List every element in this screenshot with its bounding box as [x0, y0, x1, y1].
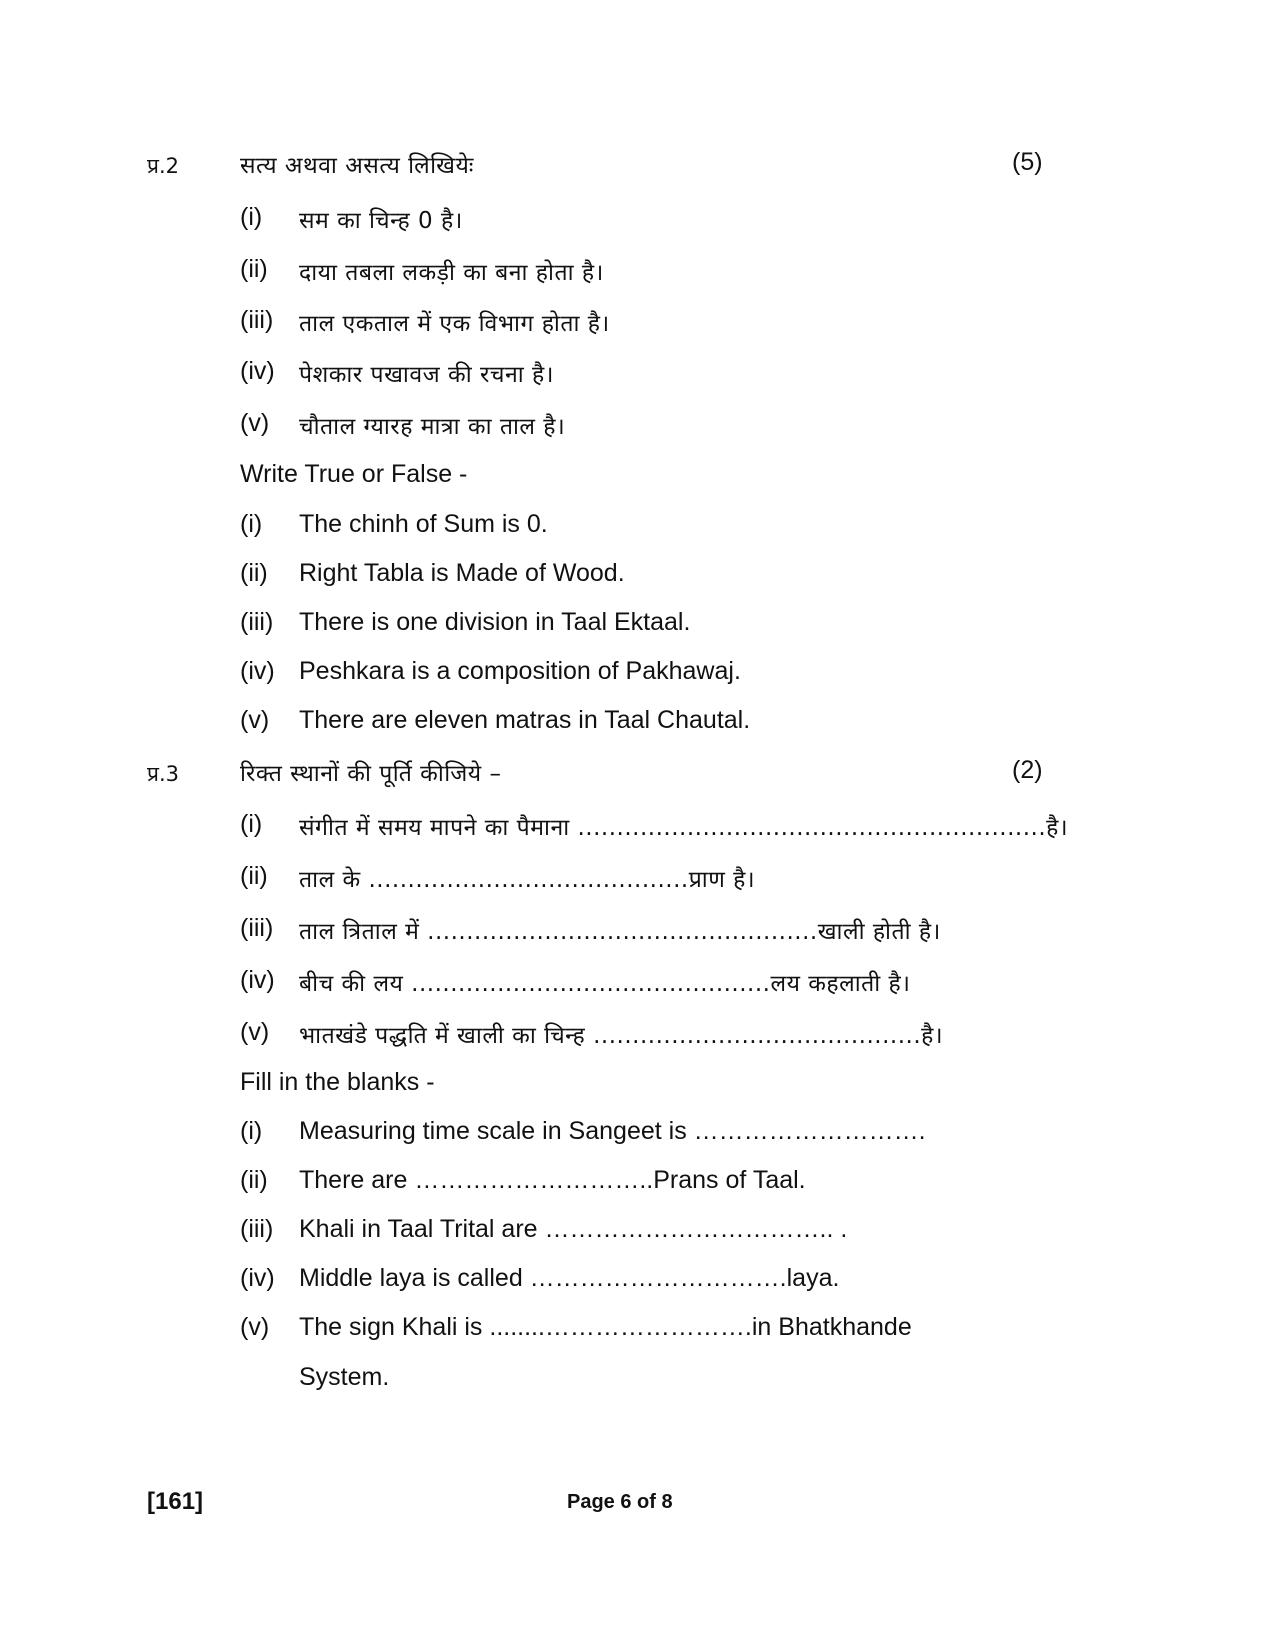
q3-hi-item-5-text: भातखंडे पद्धति में खाली का चिन्ह ..........................................है।	[299, 1023, 944, 1049]
q3-number: प्र.3	[147, 762, 179, 786]
q2-hi-item-5-number: (v)	[240, 409, 270, 437]
q2-en-item-1-number: (i)	[240, 510, 263, 538]
q2-hi-item-3-number: (iii)	[240, 306, 274, 334]
q2-hi-item-3-text: ताल एकताल में एक विभाग होता है।	[299, 311, 610, 337]
q2-hi-item-4-text: पेशकार पखावज की रचना है।	[299, 362, 554, 388]
q3-heading-hindi: रिक्त स्थानों की पूर्ति कीजिये –	[240, 761, 502, 787]
q3-hi-item-4-number: (iv)	[240, 966, 275, 994]
q2-hi-item-5-text: चौताल ग्यारह मात्रा का ताल है।	[299, 414, 566, 440]
q3-en-item-1-number: (i)	[240, 1117, 263, 1145]
q2-hi-item-1-text: सम का चिन्ह 0 है।	[299, 208, 463, 234]
page-number: Page 6 of 8	[567, 1491, 673, 1513]
q2-en-item-1-text: The chinh of Sum is 0.	[299, 510, 548, 538]
q2-en-item-2-number: (ii)	[240, 559, 268, 587]
q2-hi-item-2-number: (ii)	[240, 255, 268, 283]
q3-hi-item-1-text: संगीत में समय मापने का पैमाना ............................................................है।	[299, 815, 1069, 841]
q3-en-item-5-number: (v)	[240, 1313, 270, 1341]
q3-hi-item-3-text: ताल त्रिताल में ..................................................खाली होती है।	[299, 919, 941, 945]
q3-en-item-5-text: The sign Khali is ........…………………….in Bhatkhande	[299, 1313, 912, 1341]
q2-en-item-5-number: (v)	[240, 706, 270, 734]
q3-marks: (2)	[1012, 756, 1043, 784]
q3-en-item-1-text: Measuring time scale in Sangeet is ……………………….	[299, 1117, 926, 1145]
q3-en-item-3-text: Khali in Taal Trital are …………………………….. .	[299, 1215, 848, 1243]
q2-en-item-3-number: (iii)	[240, 608, 274, 636]
q2-hi-item-4-number: (iv)	[240, 357, 275, 385]
q3-en-item-3-number: (iii)	[240, 1215, 274, 1243]
q2-hi-item-2-text: दाया तबला लकड़ी का बना होता है।	[299, 260, 604, 286]
q2-en-item-3-text: There is one division in Taal Ektaal.	[299, 608, 691, 636]
q3-en-item-2-text: There are ………………………..Prans of Taal.	[299, 1166, 806, 1194]
q3-hi-item-5-number: (v)	[240, 1018, 270, 1046]
q2-en-item-2-text: Right Tabla is Made of Wood.	[299, 559, 625, 587]
q2-en-item-4-number: (iv)	[240, 657, 275, 685]
q3-heading-english: Fill in the blanks -	[240, 1068, 435, 1096]
q2-heading-english: Write True or False -	[240, 460, 468, 488]
q2-en-item-4-text: Peshkara is a composition of Pakhawaj.	[299, 657, 741, 685]
q2-number: प्र.2	[147, 154, 179, 178]
q3-en-item-2-number: (ii)	[240, 1166, 268, 1194]
q3-hi-item-2-number: (ii)	[240, 862, 268, 890]
q2-heading-hindi: सत्य अथवा असत्य लिखियेः	[240, 153, 474, 179]
q3-hi-item-1-number: (i)	[240, 810, 263, 838]
q3-en-item-5-continuation: System.	[299, 1363, 390, 1391]
q2-en-item-5-text: There are eleven matras in Taal Chautal.	[299, 706, 751, 734]
q3-hi-item-3-number: (iii)	[240, 914, 274, 942]
q3-en-item-4-text: Middle laya is called ………………………….laya.	[299, 1264, 840, 1292]
q3-hi-item-4-text: बीच की लय ..............................................लय कहलाती है।	[299, 971, 911, 997]
q2-hi-item-1-number: (i)	[240, 203, 263, 231]
q3-en-item-4-number: (iv)	[240, 1264, 275, 1292]
paper-code: [161]	[147, 1488, 204, 1515]
q3-hi-item-2-text: ताल के .........................................प्राण है।	[299, 867, 756, 893]
q2-marks: (5)	[1012, 148, 1043, 176]
